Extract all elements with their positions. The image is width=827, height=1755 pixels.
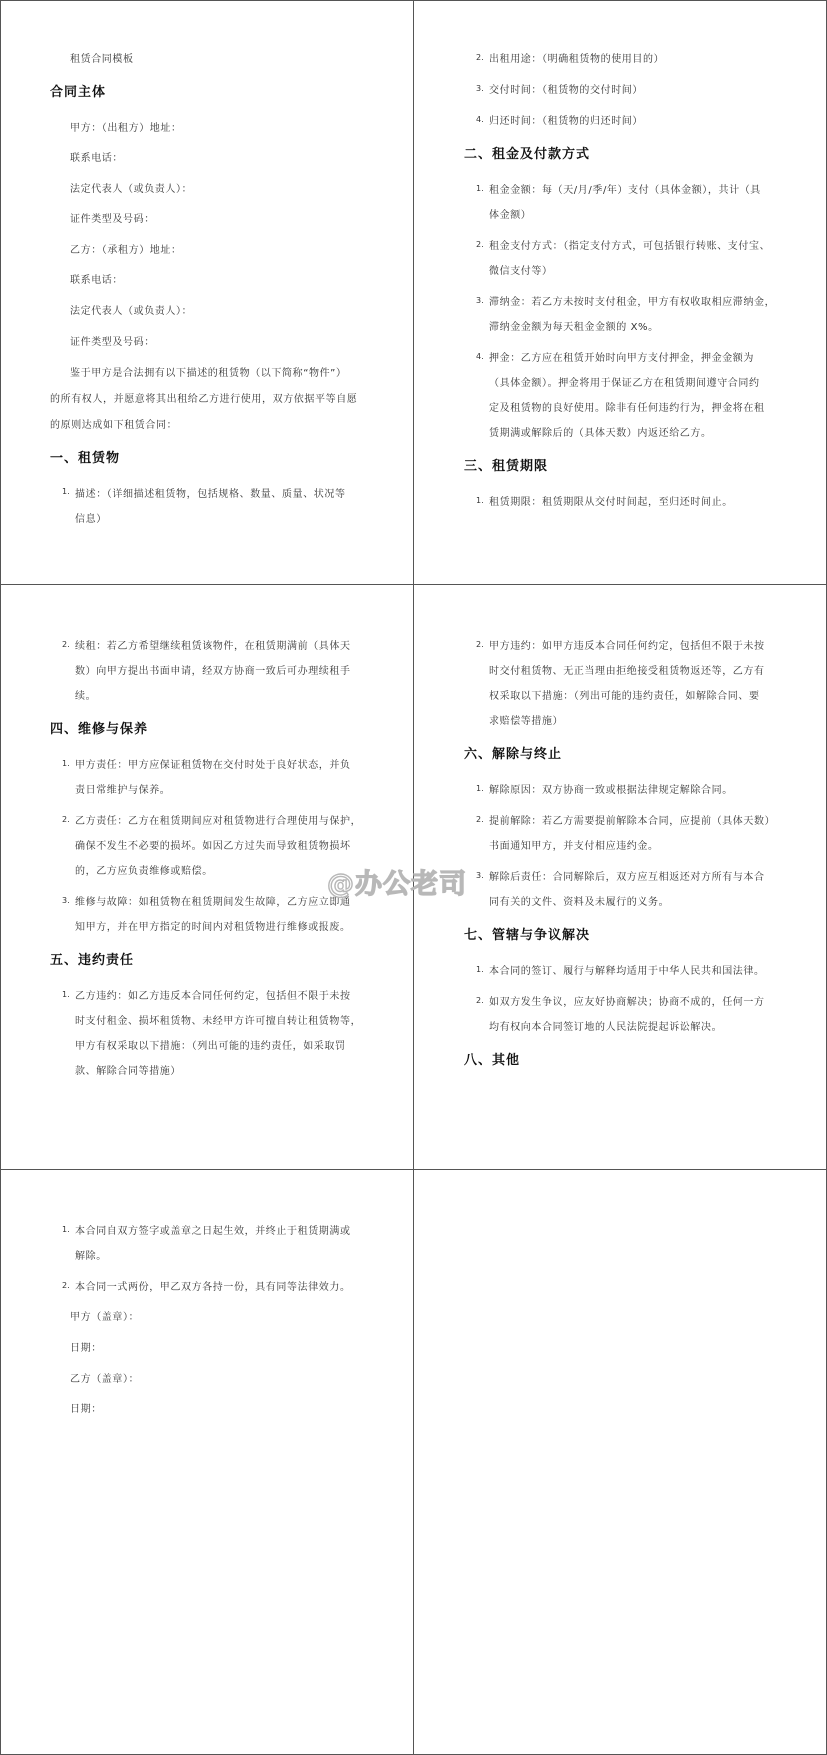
late-fee-line: 滞纳金：若乙方未按时支付租金，甲方有权收取相应滞纳金， [489,297,776,308]
page-2 [414,0,827,584]
dispute-line: 均有权向本合同签订地的人民法院提起诉讼解决。 [489,1022,723,1033]
object-desc-line: 描述：（详细描述租赁物，包括规格、数量、质量、状况等 [75,489,346,500]
party-a-rep: 法定代表人（或负责人）： [70,184,193,195]
termination-reason: 解除原因：双方协商一致或根据法律规定解除合同。 [489,785,733,796]
post-termination-line: 同有关的文件、资料及未履行的义务。 [489,897,670,908]
party-b-address: 乙方：（承租方）地址： [70,245,182,256]
preamble-line: 的所有权人，并愿意将其出租给乙方进行使用，双方依据平等自愿 [50,394,358,405]
heading-maintenance: 四、维修与保养 [50,722,149,737]
list-number: 2. [476,815,484,824]
party-b-seal: 乙方（盖章）： [70,1374,140,1385]
effective-line: 本合同自双方签字或盖章之日起生效，并终止于租赁期满或 [75,1226,351,1237]
list-number: 3. [476,871,484,880]
party-a-date: 日期： [70,1343,102,1354]
heading-parties: 合同主体 [50,85,107,100]
lessee-breach-line: 乙方违约：如乙方违反本合同任何约定，包括但不限于未按 [75,991,351,1002]
effective-line: 解除。 [75,1251,107,1262]
preamble-line: 鉴于甲方是合法拥有以下描述的租赁物（以下简称“物件”） [70,368,347,379]
heading-dispute: 七、管辖与争议解决 [464,928,591,943]
preamble-line: 的原则达成如下租赁合同： [50,420,178,431]
renewal-line: 续租：若乙方希望继续租赁该物件，在租赁期满前（具体天 [75,641,351,652]
list-number: 1. [62,487,70,496]
repair-line: 维修与故障：如租赁物在租赁期间发生故障，乙方应立即通 [75,897,351,908]
party-b-phone: 联系电话： [70,275,123,286]
lessor-breach-line: 时交付租赁物、无正当理由拒绝接受租赁物返还等，乙方有 [489,666,765,677]
party-a-address: 甲方：（出租方）地址： [70,123,182,134]
late-fee-line: 滞纳金金额为每天租金金额的 X%。 [489,322,659,333]
lessee-breach-line: 时支付租金、损坏租赁物、未经甲方许可擅自转让租赁物等， [75,1016,362,1027]
repair-line: 知甲方，并在甲方指定的时间内对租赁物进行维修或报废。 [75,922,351,933]
list-number: 1. [62,990,70,999]
object-use: 出租用途：（明确租赁物的使用目的） [489,54,665,65]
early-termination-line: 提前解除：若乙方需要提前解除本合同，应提前（具体天数） [489,816,776,827]
lessee-duty-line: 的，乙方应负责维修或赔偿。 [75,866,213,877]
party-a-seal: 甲方（盖章）： [70,1312,140,1323]
deposit-line: 押金：乙方应在租赁开始时向甲方支付押金，押金金额为 [489,353,754,364]
party-a-id: 证件类型及号码： [70,214,155,225]
list-number: 3. [476,296,484,305]
heading-term: 三、租赁期限 [464,459,549,474]
list-number: 1. [476,496,484,505]
dispute-line: 如双方发生争议，应友好协商解决；协商不成的，任何一方 [489,997,765,1008]
rent-amount-line: 体金额） [489,210,532,221]
deposit-line: 定及租赁物的良好使用。除非有任何违约行为，押金将在租 [489,403,765,414]
lessee-duty-line: 乙方责任：乙方在租赁期间应对租赁物进行合理使用与保护， [75,816,362,827]
rent-method-line: 租金支付方式：（指定支付方式，可包括银行转账、支付宝、 [489,241,771,252]
lessee-breach-line: 款、解除合同等措施） [75,1066,181,1077]
heading-object: 一、租赁物 [50,451,121,466]
list-number: 2. [476,640,484,649]
renewal-line: 续。 [75,691,97,702]
copies-clause: 本合同一式两份，甲乙双方各持一份，具有同等法律效力。 [75,1282,351,1293]
page-4 [414,585,827,1169]
governing-law: 本合同的签订、履行与解释均适用于中华人民共和国法律。 [489,966,765,977]
term-period: 租赁期限：租赁期限从交付时间起，至归还时间止。 [489,497,733,508]
list-number: 3. [62,896,70,905]
party-b-id: 证件类型及号码： [70,337,155,348]
list-number: 4. [476,352,484,361]
list-number: 3. [476,84,484,93]
lessee-breach-line: 甲方有权采取以下措施：（列出可能的违约责任，如采取罚 [75,1041,346,1052]
object-return: 归还时间：（租赁物的归还时间） [489,116,643,127]
party-a-phone: 联系电话： [70,153,123,164]
lessor-breach-line: 权采取以下措施：（列出可能的违约责任，如解除合同、要 [489,691,760,702]
heading-other: 八、其他 [464,1053,521,1068]
rent-amount-line: 租金金额：每（天/月/季/年）支付（具体金额），共计（具 [489,185,761,196]
doc-title: 租赁合同模板 [70,54,134,65]
party-b-rep: 法定代表人（或负责人）： [70,306,193,317]
list-number: 2. [476,53,484,62]
list-number: 4. [476,115,484,124]
list-number: 1. [476,184,484,193]
list-number: 1. [476,965,484,974]
page-6 [414,1170,827,1754]
object-desc-line: 信息） [75,514,107,525]
lessor-breach-line: 求赔偿等措施） [489,716,564,727]
lessor-duty-line: 甲方责任：甲方应保证租赁物在交付时处于良好状态，并负 [75,760,351,771]
renewal-line: 数）向甲方提出书面申请，经双方协商一致后可办理续租手 [75,666,351,677]
lessor-duty-line: 责日常维护与保养。 [75,785,171,796]
list-number: 2. [62,815,70,824]
post-termination-line: 解除后责任：合同解除后，双方应互相返还对方所有与本合 [489,872,765,883]
heading-termination: 六、解除与终止 [464,747,563,762]
party-b-date: 日期： [70,1404,102,1415]
list-number: 2. [476,240,484,249]
lessee-duty-line: 确保不发生不必要的损坏。如因乙方过失而导致租赁物损坏 [75,841,351,852]
list-number: 2. [476,996,484,1005]
list-number: 1. [476,784,484,793]
list-number: 2. [62,1281,70,1290]
heading-breach: 五、违约责任 [50,953,135,968]
deposit-line: 赁期满或解除后的（具体天数）内返还给乙方。 [489,428,712,439]
lessor-breach-line: 甲方违约：如甲方违反本合同任何约定，包括但不限于未按 [489,641,765,652]
rent-method-line: 微信支付等） [489,266,553,277]
page-5 [0,1170,413,1754]
watermark: @办公老司 [327,869,467,900]
page-1 [0,0,413,584]
list-number: 2. [62,640,70,649]
early-termination-line: 书面通知甲方，并支付相应违约金。 [489,841,659,852]
object-delivery: 交付时间：（租赁物的交付时间） [489,85,643,96]
list-number: 1. [62,1225,70,1234]
deposit-line: （具体金额）。押金将用于保证乙方在租赁期间遵守合同约 [489,378,760,389]
heading-rent: 二、租金及付款方式 [464,147,591,162]
list-number: 1. [62,759,70,768]
